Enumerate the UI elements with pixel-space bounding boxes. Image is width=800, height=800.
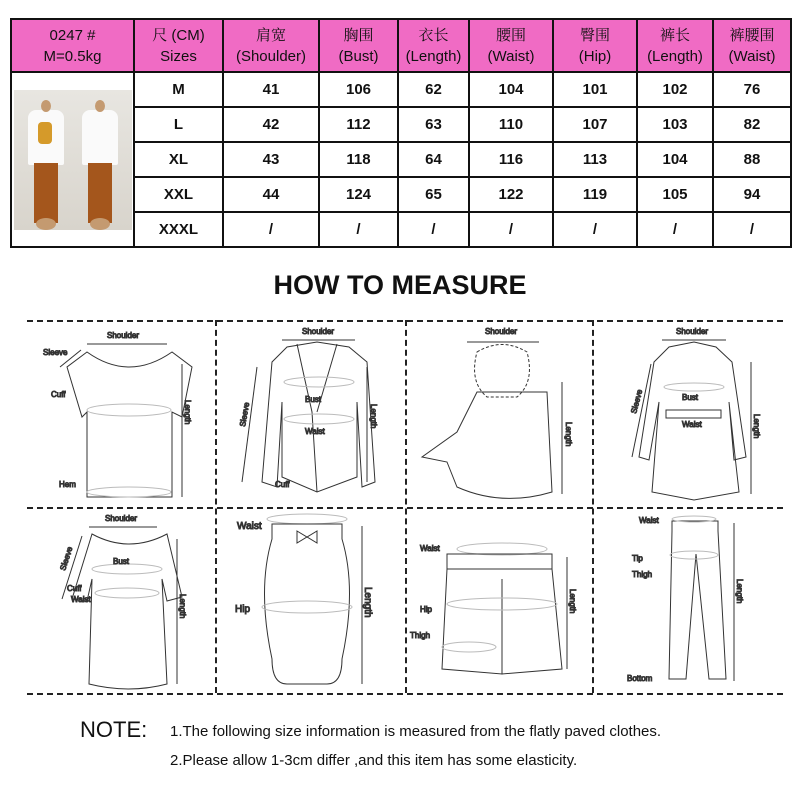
measure-label: Length <box>183 400 192 425</box>
measure-label: Cuff <box>275 480 290 489</box>
column-header-line: (Waist) <box>728 47 776 65</box>
measurement-cell: 119 <box>553 177 637 212</box>
note-line-2: 2.Please allow 1-3cm differ ,and this item has some elasticity. <box>170 752 578 769</box>
measure-label: Waist <box>237 521 262 532</box>
column-header-line: 裤长 <box>659 26 690 44</box>
measurement-cell: 110 <box>469 107 553 142</box>
divider <box>27 693 783 695</box>
shorts-diagram <box>407 509 592 693</box>
measure-label: Cuff <box>67 584 82 593</box>
measure-label: Length <box>568 589 577 614</box>
column-header-line: (Bust) <box>338 47 379 65</box>
measure-label: Length <box>735 579 744 604</box>
measurement-cell: 104 <box>469 72 553 107</box>
measure-label: Shoulder <box>676 327 709 336</box>
measurement-cell: 105 <box>637 177 713 212</box>
measure-label: Sleeve <box>58 545 75 572</box>
measure-label: Length <box>362 587 373 618</box>
blazer-diagram <box>217 322 405 507</box>
measure-label: Sleeve <box>629 388 645 415</box>
column-header-line: (Shoulder) <box>235 47 307 65</box>
size-table <box>10 18 792 248</box>
measurement-cell: 41 <box>223 72 319 107</box>
column-header-line: 衣长 <box>418 26 449 44</box>
measure-label: Bust <box>682 393 699 402</box>
tshirt-diagram <box>27 322 215 507</box>
measurement-cell: 116 <box>469 142 553 177</box>
measurement-cell: / <box>319 212 398 247</box>
column-header <box>713 19 791 72</box>
skirt-diagram <box>217 509 405 693</box>
column-header-line: (Length) <box>647 47 703 65</box>
measure-label: Hip <box>420 605 433 614</box>
size-cell: M <box>134 72 223 107</box>
cape-diagram <box>407 322 592 507</box>
size-cell: XL <box>134 142 223 177</box>
measurement-cell: 124 <box>319 177 398 212</box>
column-header-line: (Hip) <box>578 47 612 65</box>
measurement-cell: 65 <box>398 177 469 212</box>
measure-label: Waist <box>682 420 702 429</box>
column-header <box>134 19 223 72</box>
column-header <box>398 19 469 72</box>
table-header-row <box>11 19 791 72</box>
measurement-cell: 102 <box>637 72 713 107</box>
measurement-cell: 44 <box>223 177 319 212</box>
measurement-cell: 103 <box>637 107 713 142</box>
measure-label: Shoulder <box>302 327 335 336</box>
measurement-cell: / <box>398 212 469 247</box>
measurement-cell: 118 <box>319 142 398 177</box>
size-cell: XXL <box>134 177 223 212</box>
measurement-cell: 64 <box>398 142 469 177</box>
measure-label: Cuff <box>51 390 66 399</box>
product-photo <box>11 72 134 247</box>
measure-label: Shoulder <box>105 514 138 523</box>
measurement-cell: / <box>223 212 319 247</box>
column-header-line: (Length) <box>405 47 462 65</box>
column-header-line: 0247 # <box>49 26 96 44</box>
measurement-cell: / <box>713 212 791 247</box>
measurement-cell: / <box>637 212 713 247</box>
measure-label: Bust <box>113 557 130 566</box>
measurement-cell: 107 <box>553 107 637 142</box>
column-header-line: 肩宽 <box>255 26 286 44</box>
column-header-line: 尺 (CM) <box>152 26 205 44</box>
measurement-cell: 63 <box>398 107 469 142</box>
measure-label: Sleeve <box>238 401 252 428</box>
measurement-cell: 113 <box>553 142 637 177</box>
column-header-line: (Waist) <box>487 47 535 65</box>
measure-label: Thigh <box>410 631 431 640</box>
measurement-cell: 101 <box>553 72 637 107</box>
column-header <box>637 19 713 72</box>
measure-label: Bust <box>305 395 322 404</box>
measure-label: Waist <box>305 427 325 436</box>
column-header <box>11 19 134 72</box>
size-cell: XXXL <box>134 212 223 247</box>
measure-label: Waist <box>71 595 91 604</box>
measurement-cell: 88 <box>713 142 791 177</box>
measurement-cell: 104 <box>637 142 713 177</box>
measure-label: Shoulder <box>485 327 518 336</box>
column-header <box>469 19 553 72</box>
column-header <box>319 19 398 72</box>
measure-label: Thigh <box>632 570 653 579</box>
column-header-line: M=0.5kg <box>43 47 102 65</box>
measure-label: Tip <box>632 554 643 563</box>
measure-label: Sleeve <box>43 348 68 357</box>
column-header-line: 腰围 <box>495 26 526 44</box>
note-line-1: 1.The following size information is measured from the flatly paved clothes. <box>170 723 662 740</box>
measurement-cell: 112 <box>319 107 398 142</box>
measure-label: Length <box>369 404 378 429</box>
pants-diagram <box>594 509 782 693</box>
measurement-cell: 42 <box>223 107 319 142</box>
column-header <box>553 19 637 72</box>
measure-label: Hem <box>59 480 76 489</box>
measure-label: Bottom <box>627 674 653 683</box>
column-header-line: Sizes <box>160 47 197 65</box>
measure-label: Length <box>564 422 573 447</box>
measurement-cell: 94 <box>713 177 791 212</box>
table-row <box>11 72 791 107</box>
column-header <box>223 19 319 72</box>
column-header-line: 臀围 <box>579 26 610 44</box>
column-header-line: 裤腰围 <box>729 26 775 44</box>
coat-diagram <box>594 322 782 507</box>
measure-label: Length <box>178 594 187 619</box>
measure-label: Hip <box>235 604 251 615</box>
how-to-measure-title: HOW TO MEASURE <box>273 270 527 300</box>
measurement-cell: 43 <box>223 142 319 177</box>
column-header-line: 胸围 <box>343 26 374 44</box>
measure-label: Length <box>752 414 761 439</box>
dress-diagram <box>27 509 215 693</box>
measure-label: Waist <box>420 544 440 553</box>
measurement-cell: 62 <box>398 72 469 107</box>
measurement-cell: / <box>469 212 553 247</box>
note-label: NOTE: <box>80 717 148 742</box>
measurement-cell: 76 <box>713 72 791 107</box>
measurement-cell: / <box>553 212 637 247</box>
size-cell: L <box>134 107 223 142</box>
measure-label: Shoulder <box>107 331 140 340</box>
measurement-cell: 106 <box>319 72 398 107</box>
measurement-cell: 122 <box>469 177 553 212</box>
measure-label: Waist <box>639 516 659 525</box>
measurement-cell: 82 <box>713 107 791 142</box>
